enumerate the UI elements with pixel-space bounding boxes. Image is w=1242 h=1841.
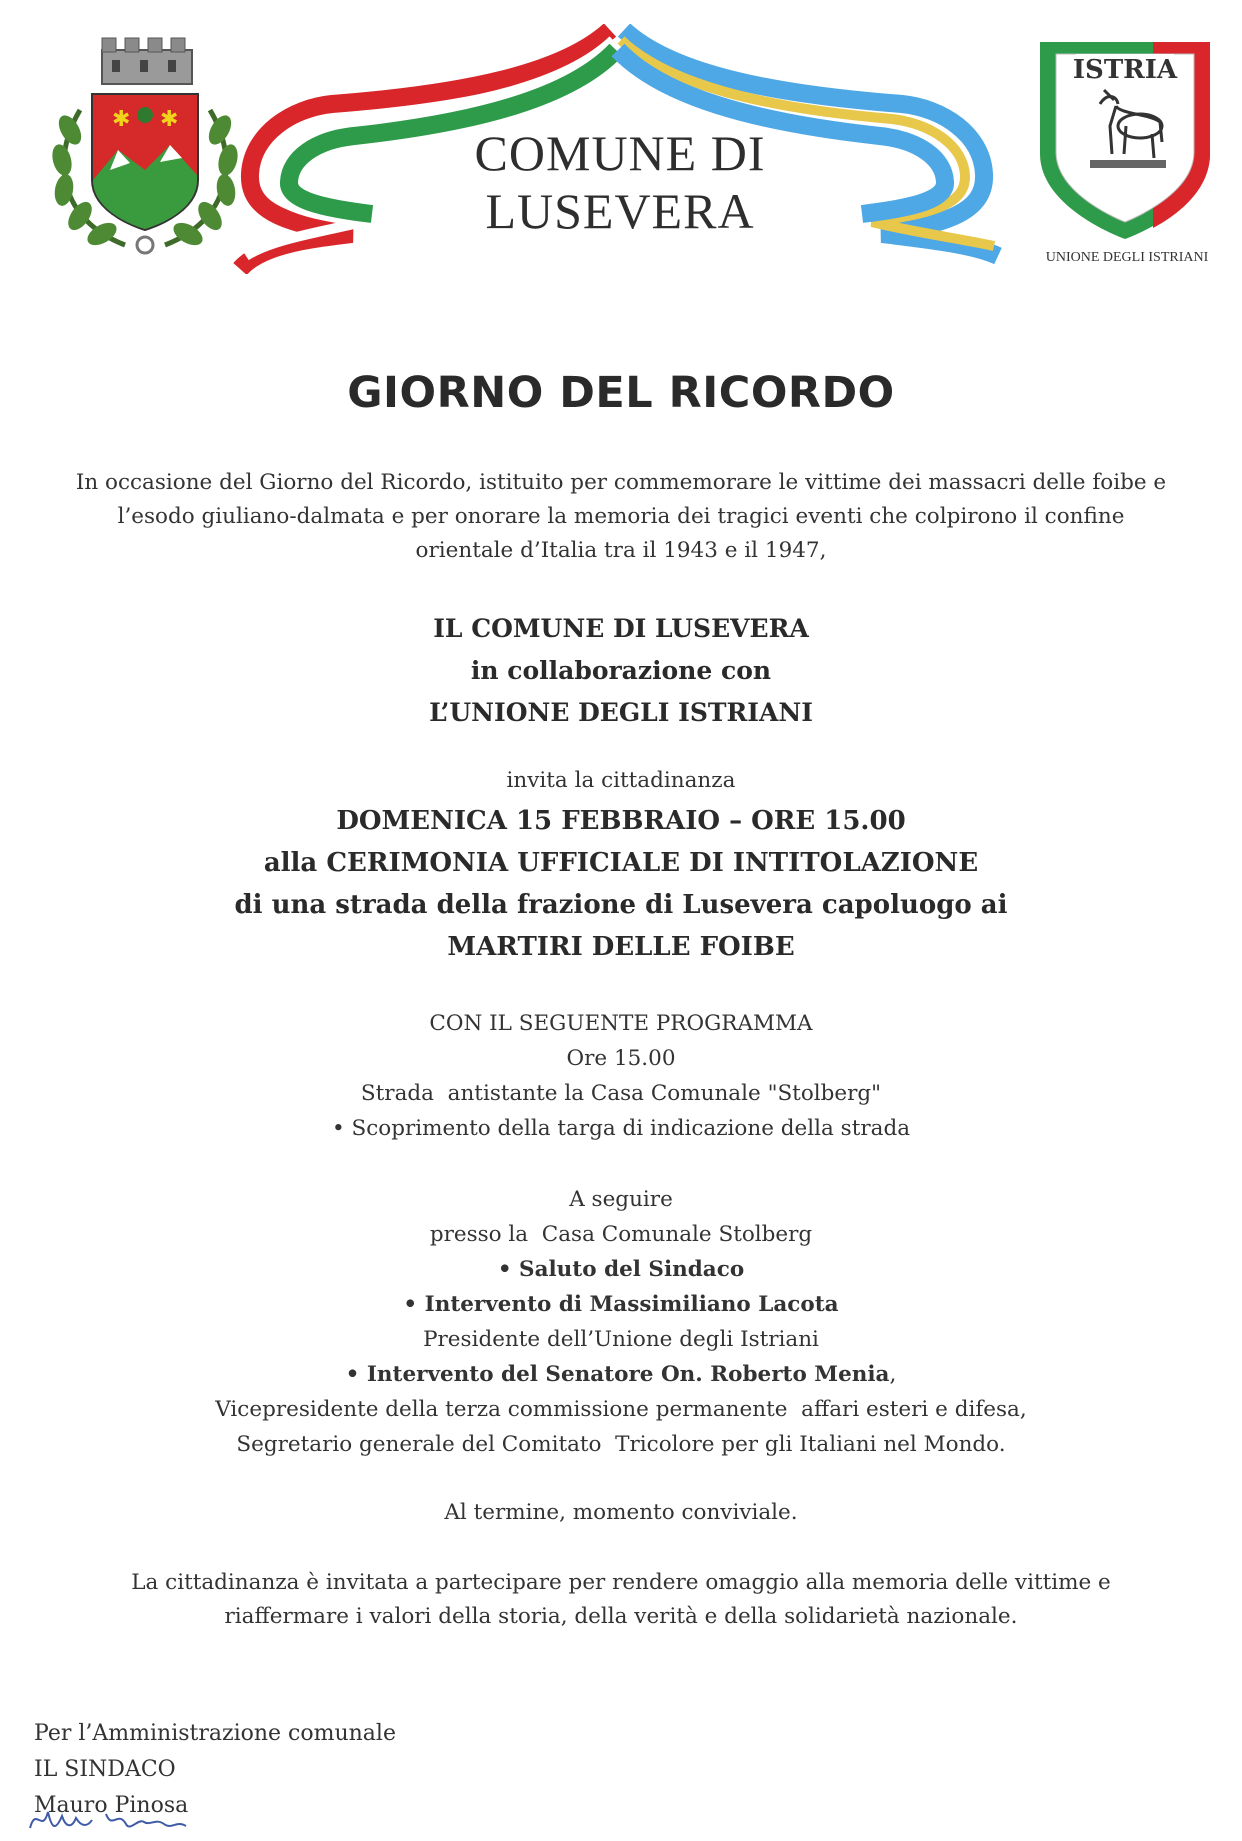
closing-paragraph [30,1566,1212,1634]
following-item-menia-role1: Vicepresidente della terza commissione permanente affari esteri e difesa, [215,1397,1027,1422]
organizer-line: L’UNIONE DEGLI ISTRIANI [429,698,813,727]
event-line: alla CERIMONIA UFFICIALE DI INTITOLAZIONE [263,848,979,878]
invite-text: invita la cittadinanza [506,768,736,793]
organizer-line: in collaborazione con [470,656,772,685]
event-block [0,800,1242,968]
program-time: Ore 15.00 [566,1046,676,1071]
event-line: DOMENICA 15 FEBBRAIO – ORE 15.00 [336,806,906,836]
svg-text:✱: ✱ [112,107,131,132]
intro-line: In occasione del Giorno del Ricordo, istituito per commemorare le vittime dei massacri delle foibe e [75,470,1167,495]
following-item-lacota: • Intervento di Massimiliano Lacota [403,1292,839,1317]
following-heading: A seguire [569,1187,673,1212]
intro-paragraph [30,466,1212,568]
signature-line-name: Mauro Pinosa [34,1793,189,1818]
following-item-menia-name: • Intervento del Senatore On. Roberto Menia [345,1362,890,1387]
page-title: GIORNO DEL RICORDO [347,368,895,418]
event-line: MARTIRI DELLE FOIBE [447,932,795,962]
organizers-block [0,608,1242,734]
following-place: presso la Casa Comunale Stolberg [429,1222,813,1247]
signature-line-title: IL SINDACO [34,1757,176,1782]
istria-logo-text: ISTRIA [1072,55,1178,85]
following-item-menia-suffix: , [889,1362,897,1387]
following-item-greeting: • Saluto del Sindaco [497,1257,745,1282]
intro-line: orientale d’Italia tra il 1943 e il 1947, [415,538,827,563]
following-item-menia [30,1357,1212,1392]
program-heading: CON IL SEGUENTE PROGRAMMA [429,1011,813,1036]
istria-logo-caption: UNIONE DEGLI ISTRIANI [1045,250,1209,265]
closing-line: riaffermare i valori della storia, della verità e della solidarietà nazionale. [224,1604,1018,1629]
organizer-line: IL COMUNE DI LUSEVERA [433,614,809,643]
closing-line: La cittadinanza è invitata a partecipare per rendere omaggio alla memoria delle vittime e [131,1570,1111,1595]
handwritten-signature [26,1800,206,1840]
following-item-menia-role2: Segretario generale del Comitato Tricolore per gli Italiani nel Mondo. [236,1432,1006,1457]
lusevera-coat-of-arms [40,30,250,270]
header-title-line2: LUSEVERA [485,183,755,239]
closing-moment: Al termine, momento conviviale. [444,1500,798,1525]
program-item: • Scoprimento della targa di indicazione della strada [331,1116,911,1141]
program-place: Strada antistante la Casa Comunale "Stolberg" [360,1081,882,1106]
event-line: di una strada della frazione di Lusevera capoluogo ai [234,890,1008,920]
following-block [30,1182,1212,1462]
intro-line: l’esodo giuliano-dalmata e per onorare la memoria dei tragici eventi che colpirono il confine [117,504,1125,529]
svg-text:✱: ✱ [160,107,179,132]
program-block [30,1006,1212,1146]
header-title-line1: COMUNE DI [474,125,766,181]
istria-logo [1030,34,1220,274]
following-item-lacota-role: Presidente dell’Unione degli Istriani [423,1327,819,1352]
signature-line-administration: Per l’Amministrazione comunale [34,1721,396,1746]
